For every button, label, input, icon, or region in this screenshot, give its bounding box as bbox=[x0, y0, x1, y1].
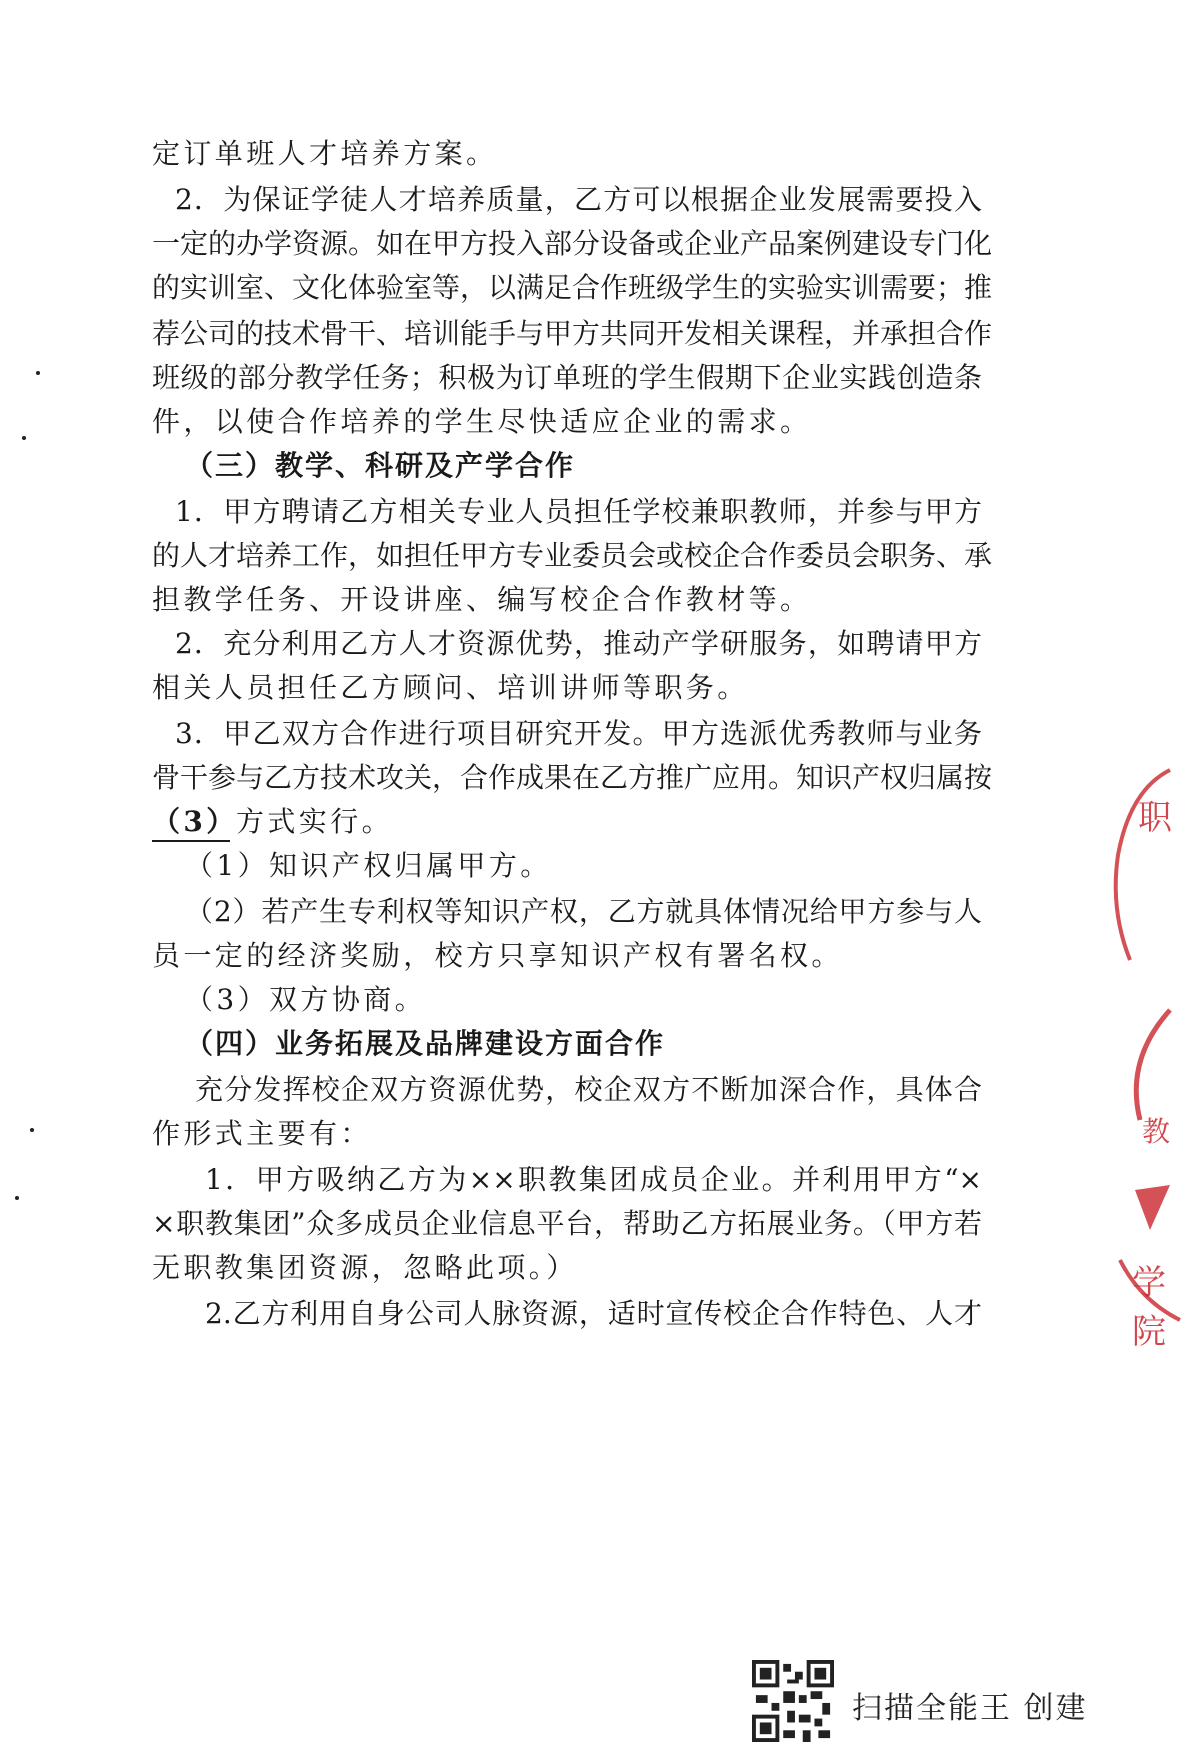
text-line: 相关人员担任乙方顾问、培训讲师等职务。 bbox=[152, 671, 749, 704]
text-line: 1．甲方吸纳乙方为××职教集团成员企业。并利用甲方“× bbox=[205, 1163, 982, 1196]
fill-in-blank: （3） bbox=[152, 804, 230, 842]
text-line: （1）知识产权归属甲方。 bbox=[185, 849, 552, 882]
seal-char: 学院 bbox=[1132, 1263, 1166, 1352]
text-line: （2）若产生专利权等知识产权，乙方就具体情况给甲方参与人 bbox=[185, 895, 982, 928]
text-line: 无职教集团资源，忽略此项。） bbox=[152, 1251, 578, 1284]
text-line: 2．为保证学徒人才培养质量，乙方可以根据企业发展需要投入 bbox=[175, 183, 982, 216]
scanner-app-watermark: 扫描全能王 创建 bbox=[852, 1691, 1088, 1726]
seal-char: 教 bbox=[1142, 1115, 1171, 1148]
text-line: 荐公司的技术骨干、培训能手与甲方共同开发相关课程，并承担合作 bbox=[152, 317, 993, 350]
blank-suffix-text: 方式实行。 bbox=[236, 805, 394, 838]
text-line: 作形式主要有： bbox=[152, 1117, 372, 1150]
text-line: 件，以使合作培养的学生尽快适应企业的需求。 bbox=[152, 405, 812, 438]
text-line: 3．甲乙双方合作进行项目研究开发。甲方选派优秀教师与业务 bbox=[175, 717, 982, 750]
scan-speck bbox=[36, 371, 40, 375]
section-heading: （三）教学、科研及产学合作 bbox=[185, 449, 576, 482]
text-line: 骨干参与乙方技术攻关，合作成果在乙方推广应用。知识产权归属按 bbox=[152, 761, 993, 794]
text-line: 定订单班人才培养方案。 bbox=[152, 137, 498, 170]
text-line: 2．充分利用乙方人才资源优势，推动产学研服务，如聘请甲方 bbox=[175, 627, 982, 660]
text-line: 一定的办学资源。如在甲方投入部分设备或企业产品案例建设专门化 bbox=[152, 227, 993, 260]
text-line: 1．甲方聘请乙方相关专业人员担任学校兼职教师，并参与甲方 bbox=[175, 495, 982, 528]
text-line: 担教学任务、开设讲座、编写校企合作教材等。 bbox=[152, 583, 812, 616]
text-line: 的实训室、文化体验室等，以满足合作班级学生的实验实训需要；推 bbox=[152, 271, 993, 304]
scan-speck bbox=[22, 436, 26, 440]
text-line: 的人才培养工作，如担任甲方专业委员会或校企合作委员会职务、承 bbox=[152, 539, 993, 572]
text-line: 充分发挥校企双方资源优势，校企双方不断加深合作，具体合 bbox=[195, 1073, 982, 1106]
text-line: 2.乙方利用自身公司人脉资源，适时宣传校企合作特色、人才 bbox=[205, 1297, 982, 1330]
text-line: （3）双方协商。 bbox=[185, 983, 427, 1016]
text-line: 员一定的经济奖励，校方只享知识产权有署名权。 bbox=[152, 939, 843, 972]
qr-code-icon bbox=[752, 1660, 834, 1742]
text-line: 班级的部分教学任务；积极为订单班的学生假期下企业实践创造条 bbox=[152, 361, 982, 394]
section-heading: （四）业务拓展及品牌建设方面合作 bbox=[185, 1027, 666, 1060]
text-line: ×职教集团”众多成员企业信息平台，帮助乙方拓展业务。（甲方若 bbox=[152, 1207, 982, 1240]
seal-char: 职 bbox=[1138, 798, 1172, 838]
scan-speck bbox=[30, 1128, 34, 1132]
scan-speck bbox=[15, 1196, 19, 1200]
text-line bbox=[152, 804, 982, 842]
